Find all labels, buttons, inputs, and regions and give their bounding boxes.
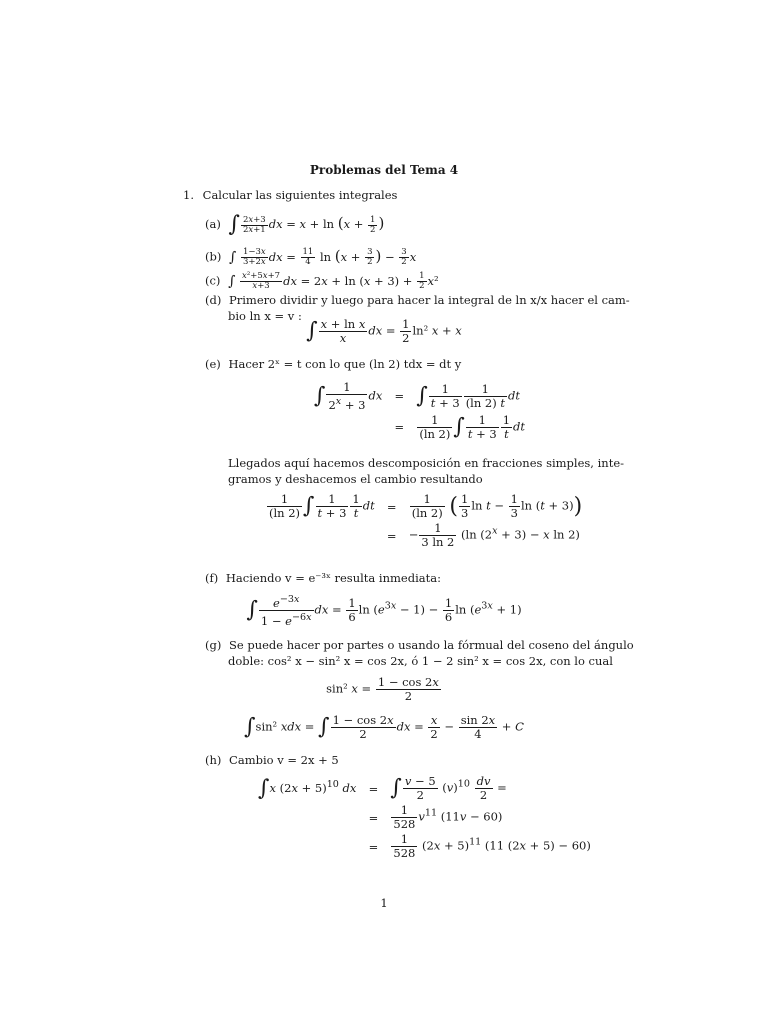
item-c <box>205 272 439 291</box>
formula-h: ∫x $(2x + 5)^{10}$ dx = ∫ $\frac{v - 5}{2}$ $(v)^{10}$ $\frac{dv}{2}$ = = $\frac{1}{528}$ $v^{11}$ (11v − 60) = $\frac{1}{528}$ $(2x + 5)^{11}$ (11 (2x + 5) − 60) <box>258 774 591 860</box>
formula-f: ∫ $\frac{e^{-3x}}{1 - e^{-6x}}$ dx = $\frac{1}{6}$ $\ln (e^{3x} - 1)$ − $\frac{1}{6}$ $\ln (e^{3x} + 1)$ <box>246 594 522 628</box>
item-a <box>205 212 385 237</box>
item-label: (a) <box>205 217 221 231</box>
item-d-text-2: bio ln x = v : <box>228 309 302 323</box>
item-label: (f) <box>205 571 219 585</box>
problem-1-heading <box>183 188 397 203</box>
formula-g-2: ∫sin² xdx = ∫ $\frac{1 - \cos 2x}{2}$ dx = $\frac{x}{2}$ − $\frac{\sin 2x}{4}$ + C <box>244 713 524 741</box>
page-number: 1 <box>380 896 388 910</box>
formula-g-1: sin² x = $\frac{1 - \cos 2x}{2}$ <box>326 675 439 703</box>
item-label: (b) <box>205 249 222 264</box>
problem-text: Calcular las siguientes integrales <box>202 188 398 202</box>
item-e-paragraph-2: gramos y deshacemos el cambio resultando <box>228 472 483 486</box>
formula-e-2: $\frac{1}{(\ln 2)}$ ∫ $\frac{1}{t + 3}$ $\frac{1}{t}$ dt = $\frac{1}{(\ln 2)}$ ( $\frac{1}{3}$ ln t − $\frac{1}{3}$ ln (t + 3)) = − $\frac{1}{3 \ln 2}$ (ln $(2^x + 3) - x$ ln 2) <box>269 492 583 549</box>
problem-number: 1. <box>183 188 194 202</box>
formula-e-1: ∫ $\frac{1}{2^x + 3}$ dx = ∫ $\frac{1}{t + 3}$ $\frac{1}{(\ln 2) t}$ dt = $\frac{1}{(\ln 2)}$ ∫ $\frac{1}{t + 3}$ $\frac{1}{t}$ dt <box>314 380 526 441</box>
item-label: (e) <box>205 357 221 371</box>
item-h <box>205 753 339 768</box>
item-d-text-1: Primero dividir y luego para hacer la integral de ln x/x hacer el cam- <box>229 293 630 307</box>
item-label: (d) <box>205 293 222 307</box>
item-h-text-1: Cambio v = 2x + 5 <box>229 753 339 767</box>
item-g-text-2: doble: cos² x − sin² x = cos 2x, ó 1 − 2 sin² x = cos 2x, con lo cual <box>228 654 613 668</box>
item-d <box>205 293 630 308</box>
item-f-text-1: Haciendo v = e⁻³ˣ resulta inmediata: <box>225 571 441 585</box>
item-e-paragraph-1: Llegados aquí hacemos descomposición en fracciones simples, inte- <box>228 456 625 470</box>
item-f <box>205 571 441 586</box>
item-label: (g) <box>205 638 222 652</box>
item-label: (h) <box>205 753 222 767</box>
item-g-text-1: Se puede hacer por partes o usando la fórmual del coseno del ángulo <box>229 638 634 652</box>
formula-b: ∫ $\frac{1-3x}{3+2x}$ dx = $\frac{11}{4}$ ln (x + $\frac{3}{2}$ ) − $\frac{3}{2}$ x <box>229 246 417 267</box>
formula-c: ∫ $\frac{\text{x²+5x+7}}{x+3}$ dx = 2x + ln (x + 3) + $\frac{1}{2}$ x² <box>228 271 439 291</box>
item-label: (c) <box>205 273 221 288</box>
page-title: Problemas del Tema 4 <box>309 163 459 177</box>
item-e-text-1: Hacer 2ˣ = t con lo que (ln 2) tdx = dt y <box>228 357 462 371</box>
item-g <box>205 638 634 653</box>
formula-d: ∫ $\frac{\text{x + ln x}}{x}$ dx = $\frac{1}{2}$ ln² x + x <box>306 317 462 345</box>
formula-a: ∫ $\frac{2x+3}{2x+1}$ dx = x + ln (x + $\frac{1}{2}$ ) <box>228 212 385 237</box>
item-e <box>205 357 461 372</box>
item-b <box>205 248 416 267</box>
